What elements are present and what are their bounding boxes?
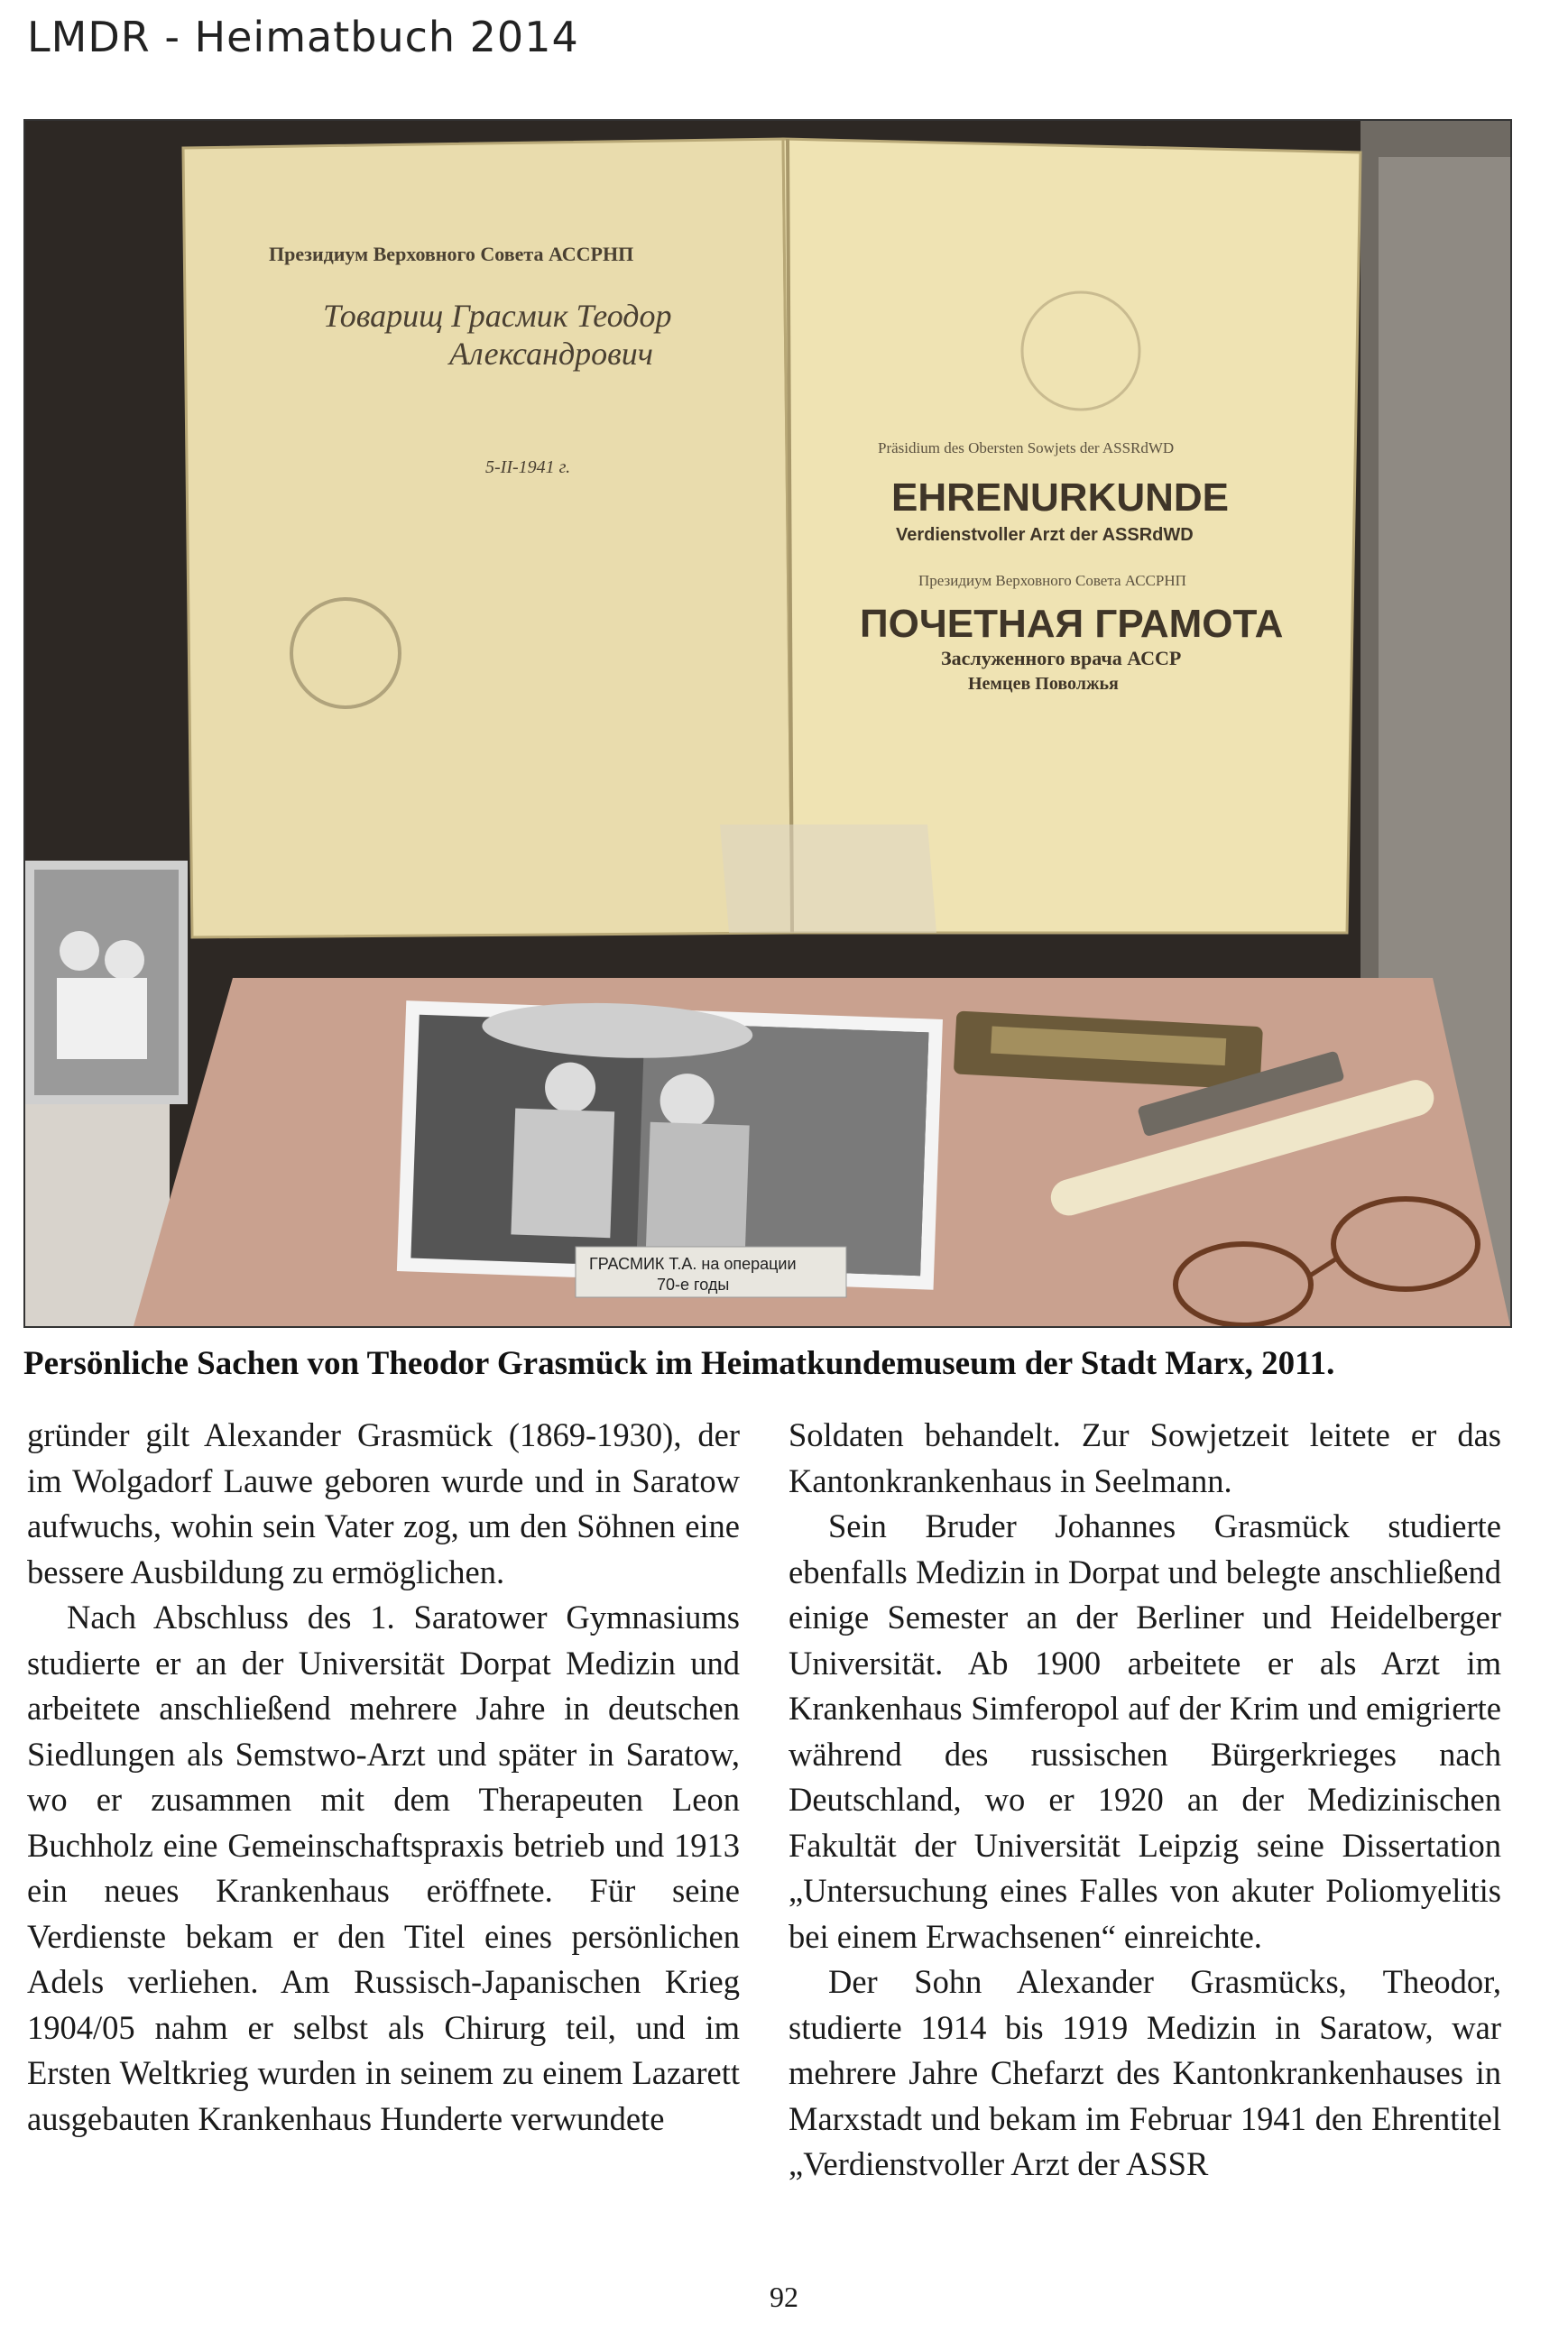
- cert-left-patronymic: Александрович: [449, 336, 653, 372]
- cert-right-subtitle-ru2: Немцев Поволжья: [968, 674, 1119, 694]
- cert-right-russian-small: Президиум Верховного Совета АССРНП: [918, 572, 1186, 589]
- cert-right-title-ru: ПОЧЕТНАЯ ГРАМОТА: [860, 602, 1284, 646]
- paragraph: Der Sohn Alexander Grasmücks, Theodor, studierte 1914 bis 1919 Medizin in Saratow, war mehrere Jahre Chefarzt des Kantonkrankenhauses in Marxstadt und bekam im Februar 1941 den Ehrentitel „Verdienstvoller Arzt der ASSR: [789, 1963, 1501, 2182]
- photo-caption: Persönliche Sachen von Theodor Grasmück im Heimatkundemuseum der Stadt Marx, 2011.: [23, 1345, 1335, 1382]
- cert-left-date: 5-II-1941 г.: [485, 457, 571, 477]
- paragraph: Sein Bruder Johannes Grasmück studierte ebenfalls Medizin in Dorpat und belegte anschließend einige Semester an der Berliner und Heidelberger Universität. Ab 1900 arbeitete er als Arzt im Krankenhaus Simferopol auf der Krim und emigrierte während des russischen Bürgerkrieges nach Deutschland, wo er 1920 an der Medizinischen Fakultät der Universität Leipzig seine Dissertation „Untersuchung eines Falles von akuter Poliomyelitis bei einem Erwachsenen“ einreichte.: [789, 1507, 1501, 1955]
- paragraph: Nach Abschluss des 1. Saratower Gymnasiums studierte er an der Universität Dorpat Medizin und arbeitete anschließend mehrere Jahre in deutschen Siedlungen als Semstwo-Arzt und später in Saratow, wo er zusammen mit dem Therapeuten Leon Buchholz eine Gemeinschaftspraxis betrieb und 1913 ein neues Krankenhaus eröffnete. Für seine Verdienste bekam er den Titel eines persönlichen Adels verliehen. Am Russisch-Japanischen Krieg 1904/05 nahm er selbst als Chirurg teil, und im Ersten Weltkrieg wurden in seinem zu einem Lazarett ausgebauten Krankenhaus Hunderte verwundete: [27, 1599, 740, 2137]
- museum-photo: [23, 119, 1512, 1328]
- photo-label-line2: 70-е годы: [657, 1276, 730, 1294]
- photo-label-line1: ГРАСМИК Т.А. на операции: [589, 1255, 797, 1273]
- cert-right-subtitle-ru1: Заслуженного врача АССР: [941, 647, 1182, 669]
- cert-right-german-small: Präsidium des Obersten Sowjets der ASSRdWD: [878, 439, 1175, 456]
- cert-left-line1: Президиум Верховного Совета АССРНП: [269, 243, 634, 265]
- right-column: [789, 1413, 1501, 2188]
- cert-right-title-de: EHRENURKUNDE: [891, 475, 1230, 520]
- running-header: LMDR - Heimatbuch 2014: [27, 13, 579, 61]
- cert-left-name: Товарищ Грасмик Теодор: [323, 298, 672, 334]
- left-column: [27, 1413, 740, 2142]
- paragraph: Soldaten behandelt. Zur Sowjetzeit leitete er das Kantonkrankenhaus in Seelmann.: [789, 1416, 1501, 1499]
- cert-right-subtitle-de: Verdienstvoller Arzt der ASSRdWD: [896, 525, 1194, 545]
- paragraph: gründer gilt Alexander Grasmück (1869-1930), der im Wolgadorf Lauwe geboren wurde und in Saratow aufwuchs, wohin sein Vater zog, um den Söhnen eine bessere Ausbildung zu ermöglichen.: [27, 1416, 740, 1590]
- page-number: 92: [770, 2281, 798, 2313]
